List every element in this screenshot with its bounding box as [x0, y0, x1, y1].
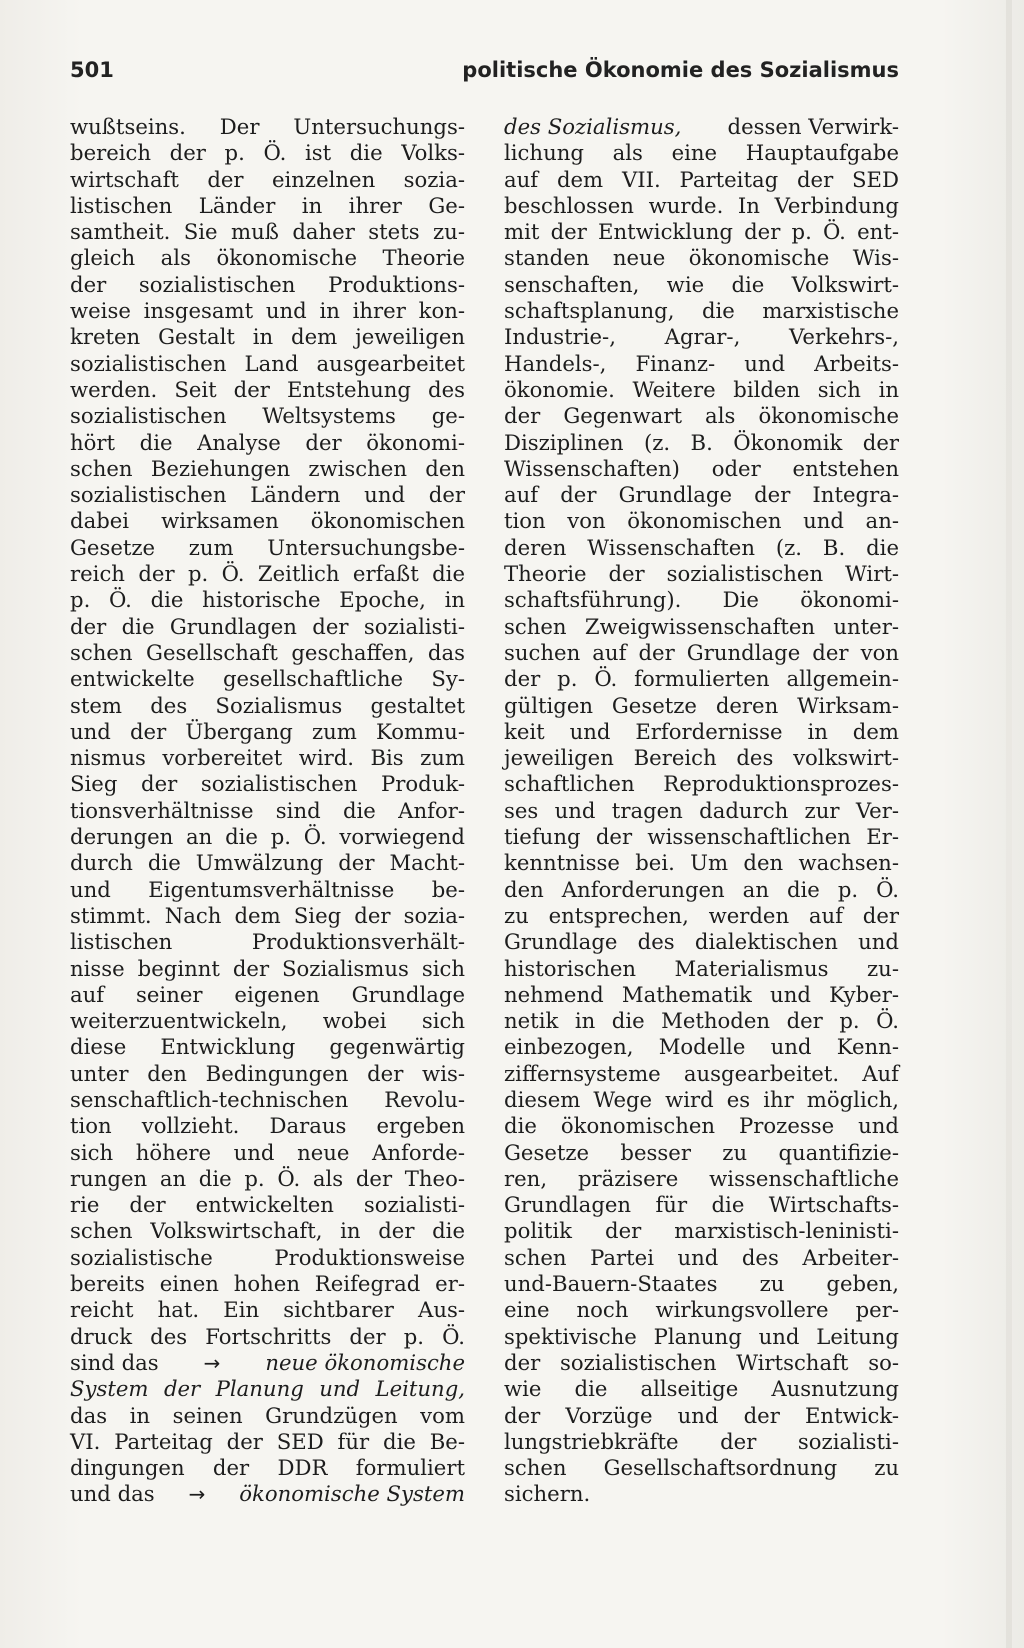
- text-line: beschlossen wurde. In Verbindung: [504, 192, 899, 218]
- text-line: wußtseins. Der Untersuchungs-: [70, 114, 465, 139]
- text-line: Gesetze zum Untersuchungsbe-: [70, 534, 465, 560]
- text-line: auf dem VII. Parteitag der SED: [504, 166, 899, 192]
- text-line: sozialistische Produktionsweise: [70, 1244, 465, 1270]
- text-line: suchen auf der Grundlage der von: [504, 639, 899, 665]
- text-line: stem des Sozialismus gestaltet: [70, 692, 465, 718]
- text-line: der Gegenwart als ökonomische: [504, 403, 899, 429]
- text-line: sozialistischen Land ausgearbeitet: [70, 350, 465, 376]
- text-line: historischen Materialismus zu-: [504, 955, 899, 981]
- text-line: entwickelte gesellschaftliche Sy-: [70, 666, 465, 692]
- text-line: schaftsplanung, die marxistische: [504, 298, 899, 324]
- text-line: tionsverhältnisse sind die Anfor-: [70, 797, 465, 823]
- text-line: standen neue ökonomische Wis-: [504, 245, 899, 271]
- text-line: diesem Wege wird es ihr möglich,: [504, 1086, 899, 1112]
- text-line: Theorie der sozialistischen Wirt-: [504, 561, 899, 587]
- arrow-icon: →: [203, 1350, 221, 1375]
- text-line: und Eigentumsverhältnisse be-: [70, 876, 465, 902]
- text-line: hört die Analyse der ökonomi-: [70, 429, 465, 455]
- text-line: auf der Grundlage der Integra-: [504, 482, 899, 508]
- text-line: Handels-, Finanz- und Arbeits-: [504, 350, 899, 376]
- text-line: dabei wirksamen ökonomischen: [70, 508, 465, 534]
- text-line: und der Übergang zum Kommu-: [70, 718, 465, 744]
- text-line: gleich als ökonomische Theorie: [70, 245, 465, 271]
- text-line: kreten Gestalt in dem jeweiligen: [70, 324, 465, 350]
- cross-reference-link[interactable]: neue ökonomische: [265, 1349, 465, 1375]
- text-line: VI. Parteitag der SED für die Be-: [70, 1428, 465, 1454]
- page-number: 501: [70, 58, 114, 82]
- text-fragment: und das: [70, 1481, 155, 1507]
- text-line: weiterzuentwickeln, wobei sich: [70, 1008, 465, 1034]
- text-line: nehmend Mathematik und Kyber-: [504, 981, 899, 1007]
- text-line: schaftlichen Reproduktionsprozes-: [504, 771, 899, 797]
- text-line: tion vollzieht. Daraus ergeben: [70, 1113, 465, 1139]
- text-line: lungstriebkräfte der sozialisti-: [504, 1428, 899, 1454]
- text-line: der sozialistischen Wirtschaft so-: [504, 1349, 899, 1375]
- text-line: reicht hat. Ein sichtbarer Aus-: [70, 1297, 465, 1323]
- text-line: rungen an die p. Ö. als der Theo-: [70, 1165, 465, 1191]
- text-line: senschaftlich-technischen Revolu-: [70, 1086, 465, 1112]
- text-line: lichung als eine Hauptaufgabe: [504, 140, 899, 166]
- text-line: ziffernsysteme ausgearbeitet. Auf: [504, 1060, 899, 1086]
- text-line: und-Bauern-Staates zu geben,: [504, 1271, 899, 1297]
- text-line: gültigen Gesetze deren Wirksam-: [504, 692, 899, 718]
- text-line: senschaften, wie die Volkswirt-: [504, 271, 899, 297]
- cross-reference-link[interactable]: ökonomische System: [239, 1481, 465, 1507]
- text-line: listischen Produktionsverhält-: [70, 929, 465, 955]
- text-line: [70, 1350, 465, 1376]
- text-line: p. Ö. die historische Epoche, in: [70, 587, 465, 613]
- text-line: politik der marxistisch-leninisti-: [504, 1218, 899, 1244]
- text-line: reich der p. Ö. Zeitlich erfaßt die: [70, 561, 465, 587]
- left-column: [70, 114, 465, 1508]
- text-line: Grundlage des dialektischen und: [504, 929, 899, 955]
- text-line: ren, präzisere wissenschaftliche: [504, 1165, 899, 1191]
- text-line: auf seiner eigenen Grundlage: [70, 981, 465, 1007]
- text-line: druck des Fortschritts der p. Ö.: [70, 1323, 465, 1349]
- text-line: rie der entwickelten sozialisti-: [70, 1192, 465, 1218]
- text-line: sozialistischen Weltsystems ge-: [70, 403, 465, 429]
- text-line: das in seinen Grundzügen vom: [70, 1402, 465, 1428]
- text-line: tion von ökonomischen und an-: [504, 508, 899, 534]
- text-line: weise insgesamt und in ihrer kon-: [70, 298, 465, 324]
- text-line: einbezogen, Modelle und Kenn-: [504, 1034, 899, 1060]
- text-line: schen Gesellschaftsordnung zu: [504, 1455, 899, 1481]
- text-line: dingungen der DDR formuliert: [70, 1455, 465, 1481]
- text-line: schen Beziehungen zwischen den: [70, 455, 465, 481]
- text-line: zu entsprechen, werden auf der: [504, 902, 899, 928]
- text-line: Wissenschaften) oder entstehen: [504, 455, 899, 481]
- text-line: deren Wissenschaften (z. B. die: [504, 534, 899, 560]
- text-line: Industrie-, Agrar-, Verkehrs-,: [504, 324, 899, 350]
- text-line: Sieg der sozialistischen Produk-: [70, 771, 465, 797]
- text-line: wirtschaft der einzelnen sozia-: [70, 166, 465, 192]
- text-line: [70, 1376, 465, 1402]
- text-line: sich höhere und neue Anforde-: [70, 1139, 465, 1165]
- text-line: netik in die Methoden der p. Ö.: [504, 1008, 899, 1034]
- text-line: unter den Bedingungen der wis-: [70, 1060, 465, 1086]
- text-line: der Vorzüge und der Entwick-: [504, 1402, 899, 1428]
- text-line: sichern.: [504, 1481, 591, 1507]
- italic-term: des Sozialismus,: [504, 114, 682, 139]
- text-line: listischen Länder in ihrer Ge-: [70, 192, 465, 218]
- text-line: den Anforderungen an die p. Ö.: [504, 876, 899, 902]
- cross-reference-link[interactable]: System der Planung und Leitung,: [70, 1376, 465, 1402]
- text-line: nisse beginnt der Sozialismus sich: [70, 955, 465, 981]
- text-line: schen Partei und des Arbeiter-: [504, 1244, 899, 1270]
- text-line: Grundlagen für die Wirtschafts-: [504, 1192, 899, 1218]
- text-line: bereich der p. Ö. ist die Volks-: [70, 140, 465, 166]
- text-line: der die Grundlagen der sozialisti-: [70, 613, 465, 639]
- text-line: ses und tragen dadurch zur Ver-: [504, 797, 899, 823]
- text-line: schen Gesellschaft geschaffen, das: [70, 639, 465, 665]
- arrow-icon: →: [188, 1482, 206, 1507]
- text-line: schen Volkswirtschaft, in der die: [70, 1218, 465, 1244]
- text-line: nismus vorbereitet wird. Bis zum: [70, 745, 465, 771]
- right-column: [504, 114, 899, 1508]
- text-line: spektivische Planung und Leitung: [504, 1323, 899, 1349]
- page-edge: [1006, 0, 1012, 1648]
- text-line: die ökonomischen Prozesse und: [504, 1113, 899, 1139]
- text-line: wie die allseitige Ausnutzung: [504, 1376, 899, 1402]
- text-line: der sozialistischen Produktions-: [70, 271, 465, 297]
- text-fragment: dessen Verwirk-: [727, 114, 899, 139]
- text-line: mit der Entwicklung der p. Ö. ent-: [504, 219, 899, 245]
- text-line: [70, 1481, 465, 1507]
- text-line: kenntnisse bei. Um den wachsen-: [504, 850, 899, 876]
- page-header: [70, 58, 899, 94]
- text-line: der p. Ö. formulierten allgemein-: [504, 666, 899, 692]
- text-line: Disziplinen (z. B. Ökonomik der: [504, 429, 899, 455]
- text-line: Gesetze besser zu quantifizie-: [504, 1139, 899, 1165]
- text-line: schen Zweigwissenschaften unter-: [504, 613, 899, 639]
- text-line: sozialistischen Ländern und der: [70, 482, 465, 508]
- text-line: samtheit. Sie muß daher stets zu-: [70, 219, 465, 245]
- text-line: bereits einen hohen Reifegrad er-: [70, 1271, 465, 1297]
- text-line: stimmt. Nach dem Sieg der sozia-: [70, 902, 465, 928]
- text-line: keit und Erfordernisse in dem: [504, 718, 899, 744]
- running-title: politische Ökonomie des Sozialismus: [462, 58, 899, 82]
- text-line: schaftsführung). Die ökonomi-: [504, 587, 899, 613]
- text-line: eine noch wirkungsvollere per-: [504, 1297, 899, 1323]
- text-line: derungen an die p. Ö. vorwiegend: [70, 824, 465, 850]
- text-line: jeweiligen Bereich des volkswirt-: [504, 745, 899, 771]
- text-line: tiefung der wissenschaftlichen Er-: [504, 824, 899, 850]
- text-line: ökonomie. Weitere bilden sich in: [504, 376, 899, 402]
- text-line: durch die Umwälzung der Macht-: [70, 850, 465, 876]
- text-line: diese Entwicklung gegenwärtig: [70, 1034, 465, 1060]
- text-line: werden. Seit der Entstehung des: [70, 376, 465, 402]
- text-fragment: sind das: [70, 1349, 159, 1375]
- text-line: [504, 114, 899, 140]
